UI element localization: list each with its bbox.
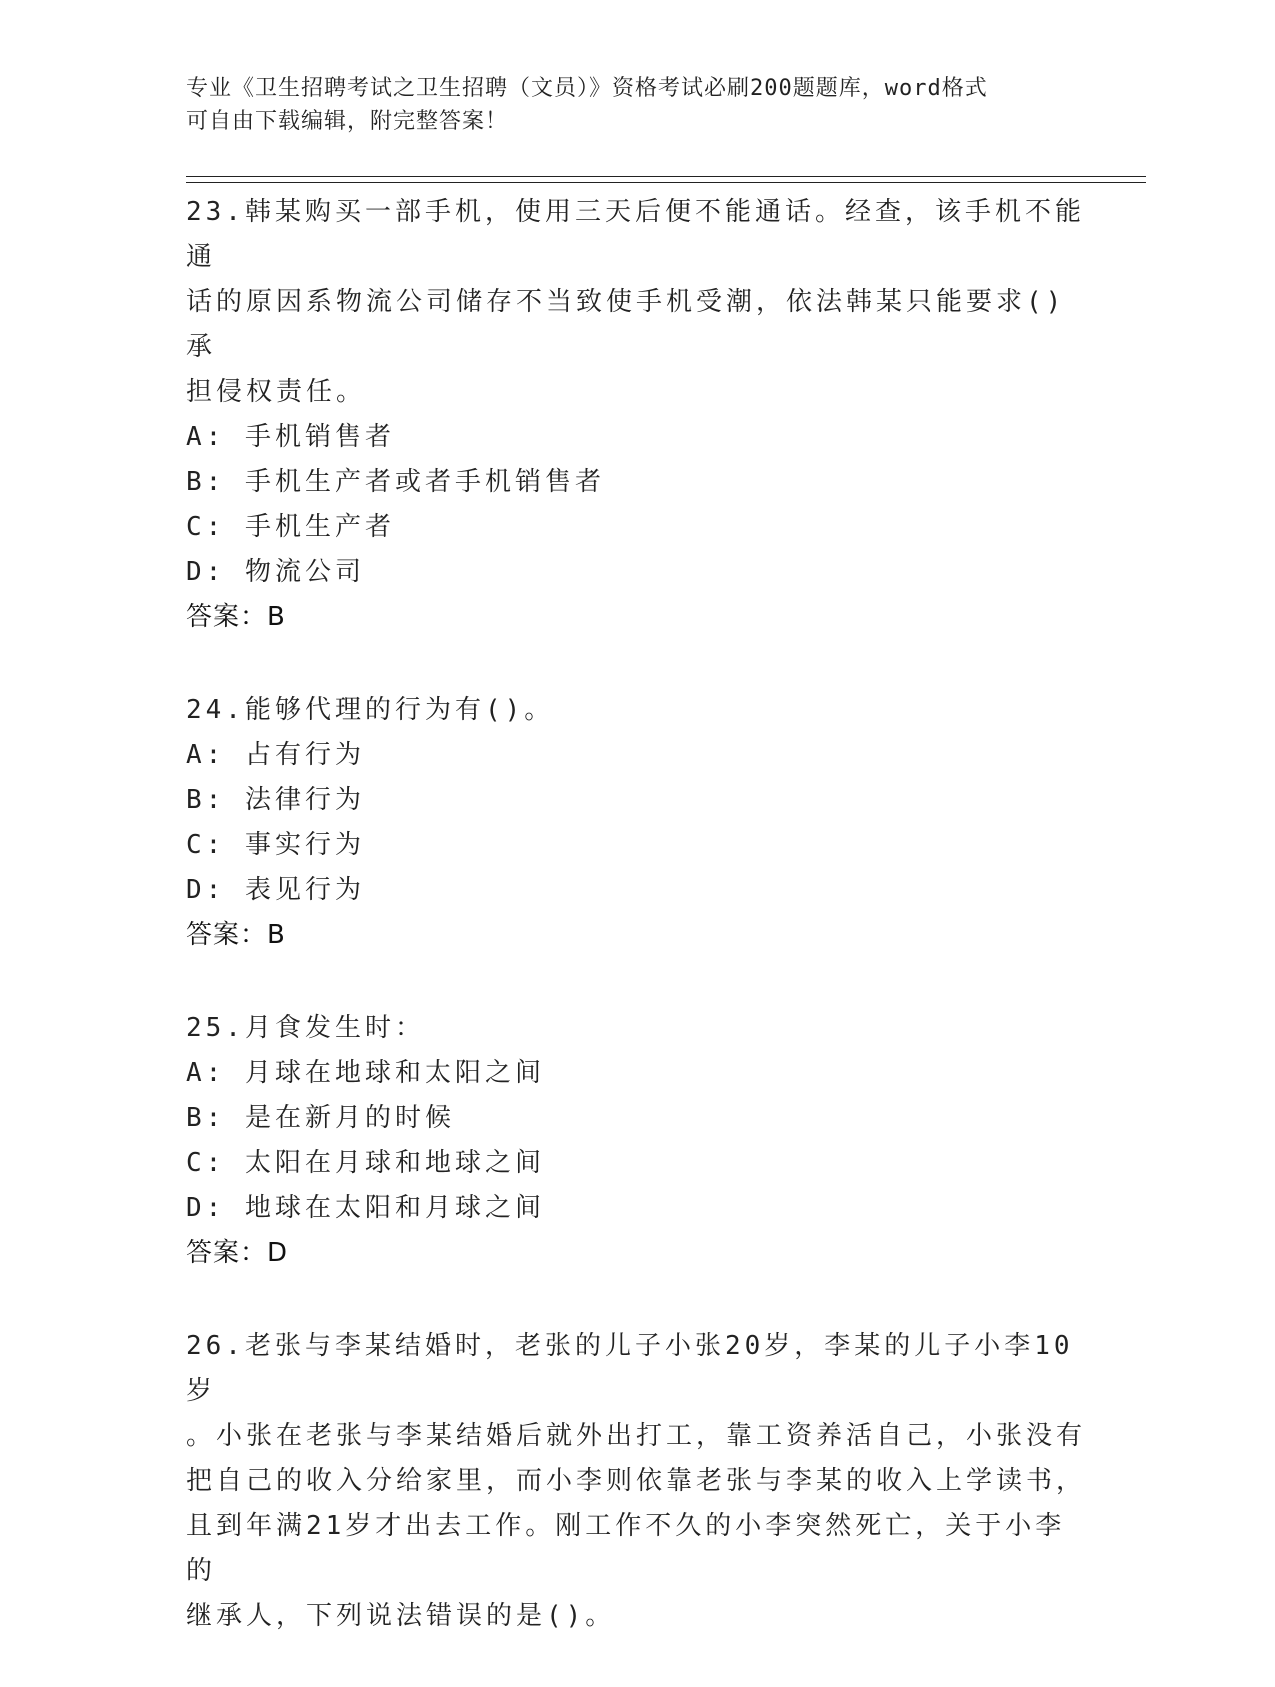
option-a: A: 手机销售者 — [186, 422, 395, 452]
header-divider-bottom — [186, 182, 1146, 183]
question-text-line: 。小张在老张与李某结婚后就外出打工，靠工资养活自己，小张没有 — [186, 1421, 1087, 1451]
question-26 — [186, 1324, 1086, 1639]
question-text-line: 且到年满21岁才出去工作。刚工作不久的小李突然死亡，关于小李的 — [186, 1511, 1066, 1586]
option-d: D: 物流公司 — [186, 557, 365, 587]
question-text-line: 26.老张与李某结婚时，老张的儿子小张20岁，李某的儿子小李10岁 — [186, 1331, 1074, 1406]
answer: 答案：D — [186, 1238, 289, 1268]
question-text-line: 25.月食发生时： — [186, 1013, 425, 1043]
option-b: B: 手机生产者或者手机销售者 — [186, 467, 605, 497]
option-c: C: 事实行为 — [186, 830, 365, 860]
question-text-line: 23.韩某购买一部手机，使用三天后便不能通话。经查，该手机不能通 — [186, 197, 1085, 272]
question-text-line: 把自己的收入分给家里，而小李则依靠老张与李某的收入上学读书， — [186, 1466, 1087, 1496]
question-23 — [186, 190, 1086, 640]
answer: 答案：B — [186, 920, 286, 950]
option-a: A: 占有行为 — [186, 740, 365, 770]
option-b: B: 法律行为 — [186, 785, 365, 815]
answer: 答案：B — [186, 602, 286, 632]
question-text-line: 继承人，下列说法错误的是()。 — [186, 1601, 616, 1631]
document-header — [186, 72, 1086, 138]
question-24 — [186, 688, 1086, 958]
question-25 — [186, 1006, 1086, 1276]
option-d: D: 表见行为 — [186, 875, 365, 905]
option-b: B: 是在新月的时候 — [186, 1103, 455, 1133]
option-c: C: 手机生产者 — [186, 512, 395, 542]
question-text-line: 话的原因系物流公司储存不当致使手机受潮，依法韩某只能要求()承 — [186, 287, 1066, 362]
question-list — [186, 190, 1086, 1687]
header-line-2: 可自由下载编辑，附完整答案！ — [186, 109, 509, 134]
question-text-line: 担侵权责任。 — [186, 377, 367, 407]
header-line-1: 专业《卫生招聘考试之卫生招聘（文员）》资格考试必刷200题题库，word格式 — [186, 76, 988, 101]
question-text-line: 24.能够代理的行为有()。 — [186, 695, 555, 725]
option-d: D: 地球在太阳和月球之间 — [186, 1193, 545, 1223]
option-a: A: 月球在地球和太阳之间 — [186, 1058, 545, 1088]
header-divider-top — [186, 176, 1146, 177]
option-c: C: 太阳在月球和地球之间 — [186, 1148, 545, 1178]
